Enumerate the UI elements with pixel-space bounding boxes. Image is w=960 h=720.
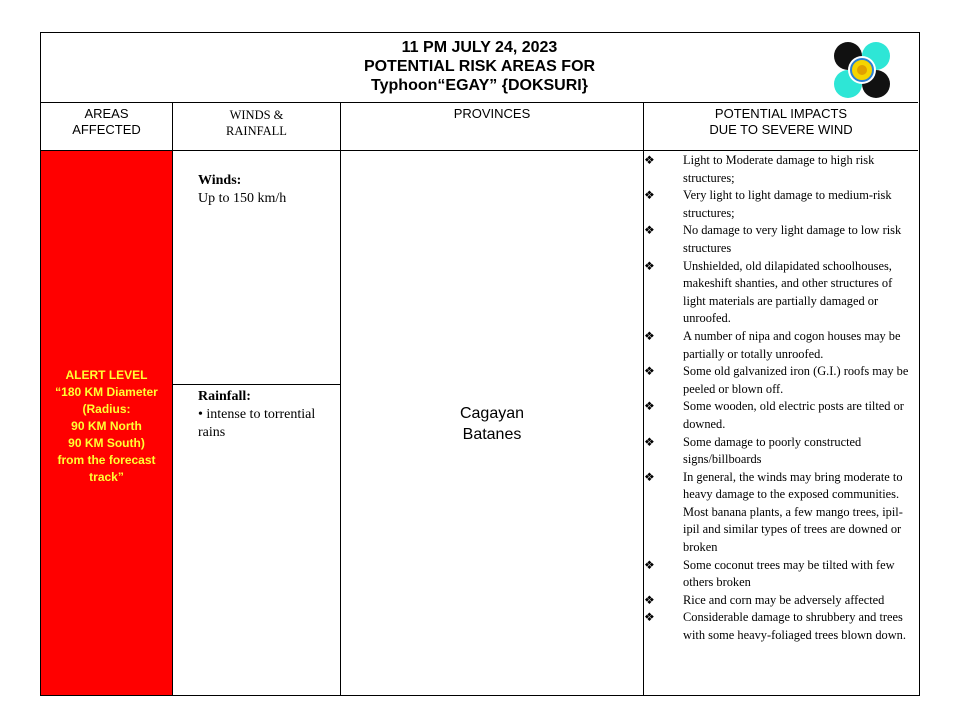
diamond-bullet-icon: ❖ xyxy=(644,153,655,167)
impact-text: Considerable damage to shrubbery and trees with some heavy-foliaged trees blown down. xyxy=(683,610,906,643)
alert-line: “180 KM Diameter xyxy=(55,384,158,399)
header-winds-line2: RAINFALL xyxy=(226,124,287,138)
list-item xyxy=(644,469,915,557)
diamond-bullet-icon: ❖ xyxy=(644,258,655,273)
alert-line: from the forecast xyxy=(57,452,156,467)
header-winds-line1: WINDS & xyxy=(229,108,284,122)
diamond-bullet-icon: ❖ xyxy=(644,592,655,607)
header-potential-impacts xyxy=(644,103,918,151)
list-item xyxy=(644,609,915,644)
alert-line: track” xyxy=(89,469,124,484)
rainfall-label: Rainfall: xyxy=(198,389,251,404)
impact-text: In general, the winds may bring moderate to heavy damage to the exposed communities. Most banana plants, a few mango trees, ipil-ipil and similar types of trees are downed or broken xyxy=(683,469,903,555)
list-item xyxy=(644,258,915,328)
diamond-bullet-icon: ❖ xyxy=(644,328,655,343)
alert-line: 90 KM North xyxy=(71,418,142,433)
rainfall-value: • intense to torrential rains xyxy=(198,407,316,440)
title-date: 11 PM JULY 24, 2023 xyxy=(401,39,558,56)
diamond-bullet-icon: ❖ xyxy=(644,223,655,238)
impact-text: A number of nipa and cogon houses may be partially or totally unroofed. xyxy=(683,328,901,361)
title-typhoon: Typhoon“EGAY” {DOKSURI} xyxy=(371,77,588,94)
impact-text: Very light to light damage to medium-risk structures; xyxy=(683,188,892,220)
diamond-bullet-icon: ❖ xyxy=(644,610,655,625)
impacts-list xyxy=(644,152,915,645)
impact-text: No damage to very light damage to low risk structures xyxy=(683,223,902,255)
alert-level-cell xyxy=(41,151,173,695)
alert-line: (Radius: xyxy=(82,401,131,416)
impact-text: Rice and corn may be adversely affected xyxy=(683,592,885,607)
dpwh-logo-icon xyxy=(833,41,891,99)
impact-text: Some damage to poorly constructed signs/billboards xyxy=(683,434,862,467)
impact-text: Unshielded, old dilapidated schoolhouses, makeshift shanties, and other structures of light materials are partially damaged or unroofed. xyxy=(683,258,893,326)
winds-value: Up to 150 km/h xyxy=(198,191,287,206)
list-item xyxy=(644,398,915,433)
impact-text: Some coconut trees may be tilted with few others broken xyxy=(683,557,895,590)
list-item xyxy=(644,592,915,610)
winds-label: Winds: xyxy=(198,173,242,188)
header-areas-affected xyxy=(41,103,173,151)
diamond-bullet-icon: ❖ xyxy=(644,434,655,449)
title-block xyxy=(41,33,918,103)
diamond-bullet-icon: ❖ xyxy=(644,469,655,484)
header-provinces xyxy=(341,103,644,151)
diamond-bullet-icon: ❖ xyxy=(644,399,655,414)
risk-table xyxy=(40,32,920,696)
list-item xyxy=(644,434,915,469)
list-item xyxy=(644,557,915,592)
impact-text: Light to Moderate damage to high risk structures; xyxy=(683,153,875,185)
alert-line: ALERT LEVEL xyxy=(65,367,148,382)
list-item xyxy=(644,152,915,187)
impact-text: Some wooden, old electric posts are tilted or downed. xyxy=(683,399,904,431)
list-item xyxy=(644,187,915,222)
title-subject: POTENTIAL RISK AREAS FOR xyxy=(363,58,596,75)
diamond-bullet-icon: ❖ xyxy=(644,557,655,572)
diamond-bullet-icon: ❖ xyxy=(644,364,655,379)
provinces-cell xyxy=(341,151,644,695)
diamond-bullet-icon: ❖ xyxy=(644,188,655,203)
header-winds-rainfall xyxy=(173,103,341,151)
header-areas-line1: AREAS xyxy=(84,106,129,121)
winds-cell xyxy=(173,151,341,385)
list-item xyxy=(644,363,915,398)
impacts-cell xyxy=(644,151,918,695)
list-item xyxy=(644,222,915,257)
header-provinces-label: PROVINCES xyxy=(453,106,531,121)
rainfall-cell xyxy=(173,385,341,695)
alert-line: 90 KM South) xyxy=(68,435,145,450)
header-impacts-line2: DUE TO SEVERE WIND xyxy=(709,122,853,137)
province-name: Cagayan xyxy=(459,405,525,422)
province-name: Batanes xyxy=(462,426,522,443)
header-areas-line2: AFFECTED xyxy=(72,122,141,137)
header-impacts-line1: POTENTIAL IMPACTS xyxy=(714,106,848,121)
impact-text: Some old galvanized iron (G.I.) roofs may be peeled or blown off. xyxy=(683,364,909,396)
list-item xyxy=(644,328,915,363)
